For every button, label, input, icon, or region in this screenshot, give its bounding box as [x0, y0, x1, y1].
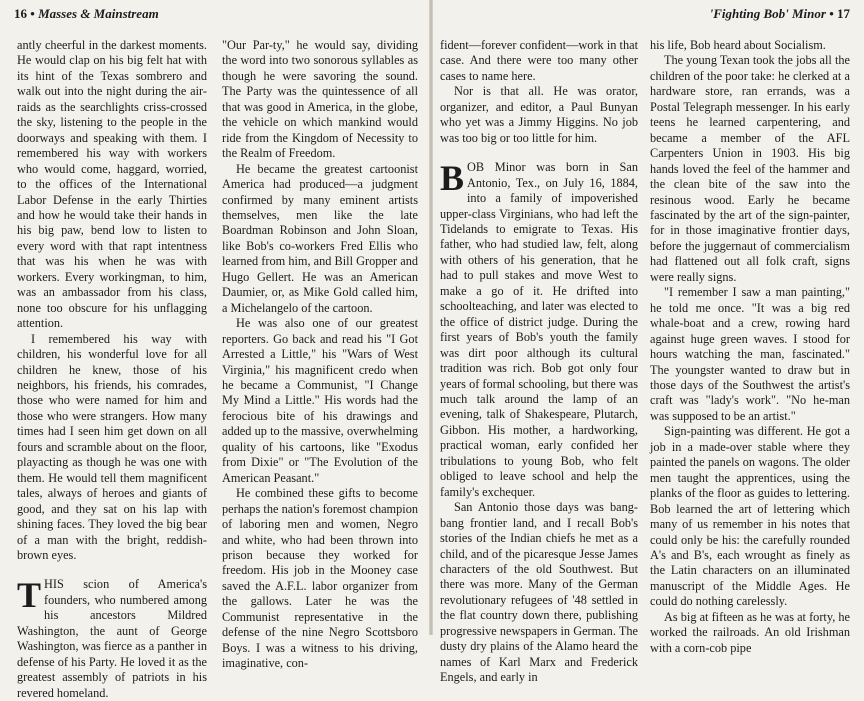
column-2: [222, 38, 418, 671]
left-page: [0, 0, 430, 700]
paragraph: The young Texan took the jobs all the children of the poor take: he clerked at a hardware store, ran errands, was a Postal Telegraph messenger. In his early teens he learned carpentering, and became a member of the AFL Carpenters Union in 1903. His big hands loved the feel of the hammer and the clean bite of the saw into the resinous wood. Early he became fascinated by the art of the sign-painter, for in those imaginative frontier days, before the juggernaut of commercialism had flattened out all folk craft, signs were really signs.: [650, 53, 850, 284]
running-head-left: 16 • Masses & Mainstream: [14, 6, 159, 21]
folio-right: 17: [837, 6, 850, 21]
drop-cap: B: [440, 158, 465, 199]
right-page: [432, 0, 864, 685]
paragraph: "Our Par-ty," he would say, dividing the word into two sonorous syllables as though he were savoring the sound. The Party was the quintessence of all that was good in America, in the globe, the vehicle on which mankind would ride from the Kingdom of Necessity to the Realm of Freedom.: [222, 38, 418, 161]
paragraph: his life, Bob heard about Socialism.: [650, 38, 826, 52]
paragraph: fident—forever confident—work in that case. And there were too many other cases to name here.: [440, 38, 638, 83]
paragraph: He combined these gifts to become perhaps the nation's foremost champion of laboring men and women, Negro and white, who had been thrown into prison because they worked for freedom. His job in the Mooney case saved the A.F.L. labor organizer from the gallows. Later he was the Communist representative in the defense of the nine Negro Scottsboro Boys. I was a witness to his driving, imaginative, con-: [222, 486, 418, 671]
column-3: [440, 38, 638, 685]
paragraph-dropcap: THIS scion of America's founders, who numbered among his ancestors Mildred Washington, the aunt of George Washington, was fierce as a panther in defense of his Party. He loved it as the greatest assembly of patriots in his revered homeland.: [17, 575, 207, 700]
paragraph: antly cheerful in the darkest moments. He would clap on his big felt hat with its hint of the Texas sombrero and walk out into the night during the air-raids as the searchlights criss-crossed the sky, listening to the people in the doorways and speaking with them. I remembered his way with workers who would come, haggard, worried, to the offices of the International Labor Defense in the early Thirties and how he would take their hands in his big paw, bend low to listen to every word with that rapt intentness that was his when he was with workers. Every workingman, to him, was an ambassador from his class, none too obscure for his unflagging attention.: [17, 38, 207, 331]
paragraph: "I remember I saw a man painting," he told me once. "It was a big red whale-boat and a crew, rowing hard against huge green waves. I stood for hours watching the man, fascinated." The youngster wanted to draw but in those days of the Southwest the artist's craft was "lady's work". "No he-man was supposed to be an artist.": [650, 285, 850, 423]
column-4: [650, 38, 850, 655]
drop-cap: T: [17, 575, 42, 616]
paragraph: Sign-painting was different. He got a job in a made-over stable where they painted the panels on wagons. The older men taught the apprentices, using the planks of the floor as guides to lettering. Bob learned the art of lettering which many of us remember in his notes that could only be his: the carefully rounded A's and B's, each wrought as finely as the Latin characters on an illuminated manuscript of the Middle Ages. He could do nothing carelessly.: [650, 424, 850, 609]
paragraph: He became the greatest cartoonist America had produced—a judgment confirmed by many eminent artists themselves, men like the late Boardman Robinson and John Sloan, like Bob's co-workers Fred Ellis who learned from him, and Bill Gropper and Hugo Gellert. He was an American Daumier, or, as Mike Gold called him, a Michelangelo of the cartoon.: [222, 161, 418, 315]
paragraph: As big at fifteen as he was at forty, he worked the railroads. An old Irishman with a corn-cob pipe: [650, 609, 850, 655]
magazine-name: Masses & Mainstream: [38, 6, 159, 21]
paragraph: Nor is that all. He was orator, organizer, and editor, a Paul Bunyan who yet was a Jimmy Higgins. No job was too big or too little for him.: [440, 84, 638, 145]
folio-left: 16: [14, 6, 27, 21]
paragraph-dropcap: BOB Minor was born in San Antonio, Tex., on July 16, 1884, into a family of impoverished upper-class Virginians, who had left the Tidelands to emigrate to Texas. His father, who had studied law, felt, along with others of his generation, that he had to pull stakes and move West to make a go of it. He drifted into schoolteaching, and later was elected to the office of district judge. During the first years of Bob's youth the family was dirt poor although its cultural tradition was rich. Bob got only four years of formal schooling, but there was much talk around the lamp of an evening, talk of Shakespeare, Plutarch, Gibbon. His mother, a hardworking, practical woman, early confided her tribulations to young Bob, who felt obliged to leave school and help the family's exchequer.: [440, 158, 638, 499]
paragraph: He was also one of our greatest reporters. Go back and read his "I Got Arrested a Little," his "Wars of West Virginia," his magnificent credo when he became a Communist, "I Change My Mind a Little." His words had the ferocious bite of his drawings and added up to the massive, overwhelming quality of his cartoons, like "Exodus from Dixie" or "The Evolution of the American Peasant.": [222, 316, 418, 485]
column-1: [17, 38, 207, 700]
running-head-right: 'Fighting Bob' Minor • 17: [709, 6, 850, 21]
article-title: 'Fighting Bob' Minor: [709, 6, 826, 21]
paragraph: I remembered his way with children, his wonderful love for all children he knew, those of his neighbors, his friends, his comrades, those who were named for him and those who were strangers. How many times had I seen him get down on all fours and scramble about on the floor, playacting as though he was one with them. He would tell them magnificent tales, always of heroes and giants of good, and they sat on his lap with shining faces. They loved the big bear of a man with the bright, reddish-brown eyes.: [17, 331, 207, 562]
paragraph: San Antonio those days was bang-bang frontier land, and I recall Bob's stories of the Indian chiefs he met as a child, and of the picaresque Jesse James characters of the old Southwest. But there was more. Many of the German revolutionary refugees of '48 settled in the flat country down there, publishing progressive newspapers in German. The dusty dry plains of the Alamo heard the names of Karl Marx and Frederick Engels, and early in: [440, 500, 638, 685]
